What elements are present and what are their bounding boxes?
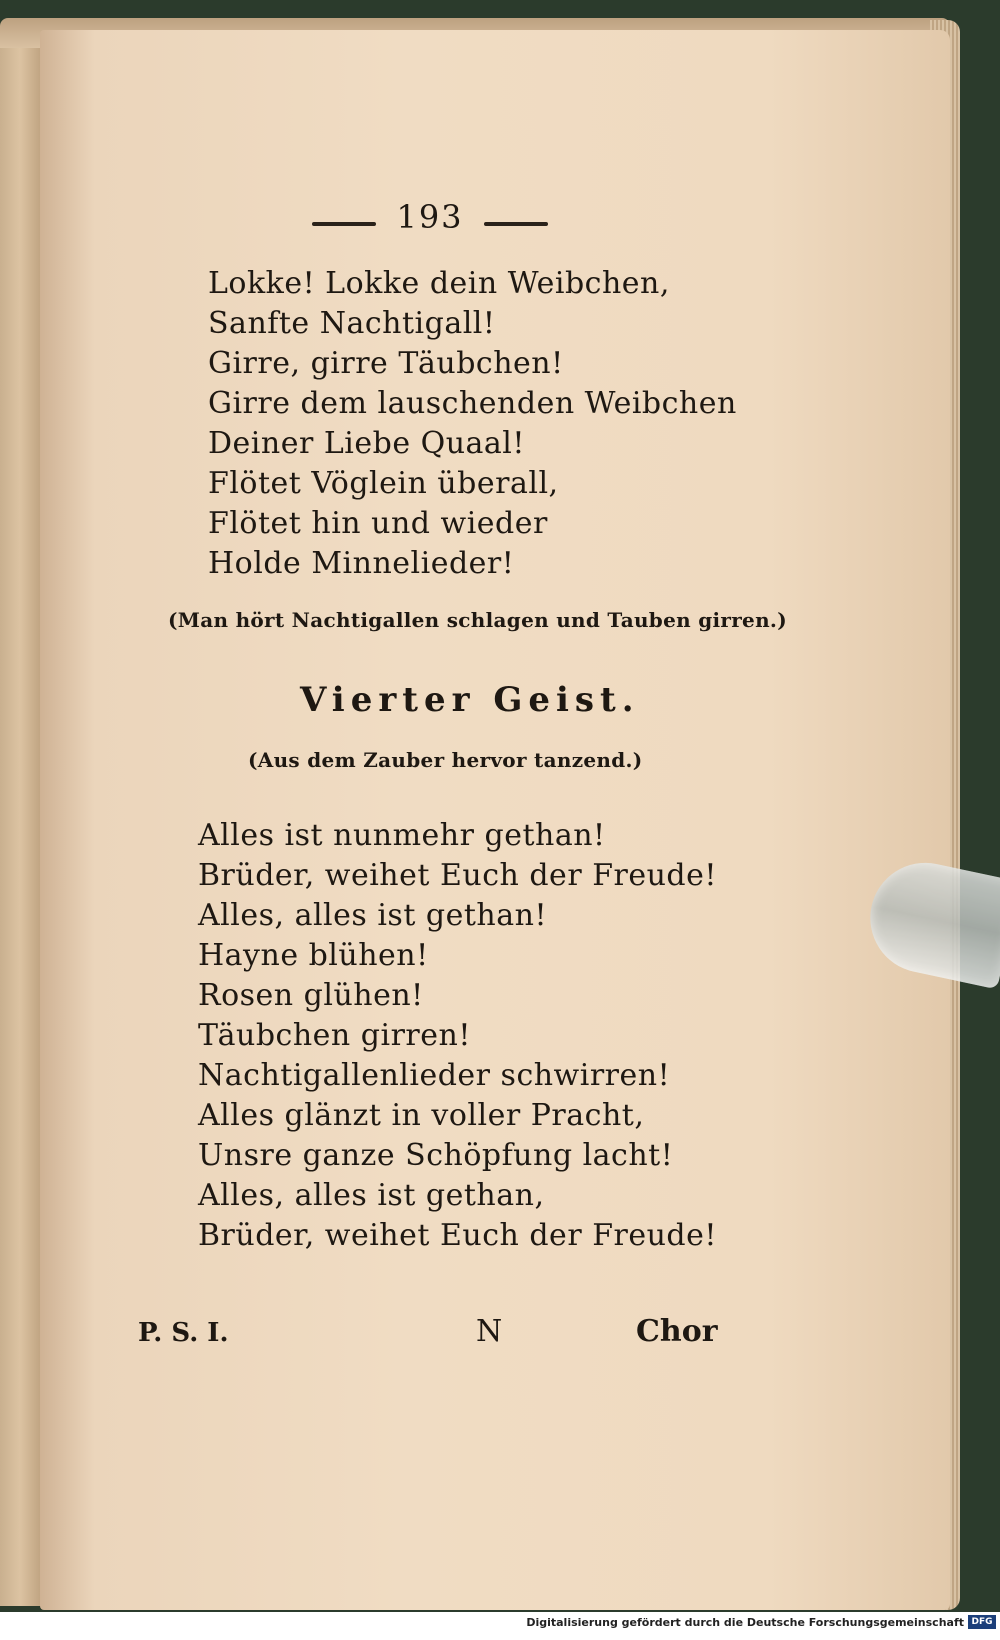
speaker-heading: Vierter Geist. bbox=[300, 680, 640, 720]
verse-line: Rosen glühen! bbox=[198, 978, 424, 1013]
header-rule-right bbox=[484, 222, 548, 226]
verse-line: Flötet hin und wieder bbox=[208, 506, 548, 541]
funding-credit: Digitalisierung gefördert durch die Deutsche Forschungsgemeinschaft bbox=[526, 1616, 964, 1629]
verse-line: Alles, alles ist gethan, bbox=[198, 1178, 545, 1213]
gathering-mark: N bbox=[476, 1314, 503, 1349]
stage-direction: (Aus dem Zauber hervor tanzend.) bbox=[248, 748, 643, 772]
stage-direction: (Man hört Nachtigallen schlagen und Tauben girren.) bbox=[168, 608, 787, 632]
verse-line: Alles ist nunmehr gethan! bbox=[198, 818, 606, 853]
signature-mark: P. S. I. bbox=[138, 1318, 229, 1348]
verse-line: Flötet Vöglein überall, bbox=[208, 466, 559, 501]
verse-line: Lokke! Lokke dein Weibchen, bbox=[208, 266, 670, 301]
verse-line: Girre dem lauschenden Weibchen bbox=[208, 386, 737, 421]
page-header bbox=[280, 198, 580, 236]
verse-line: Holde Minnelieder! bbox=[208, 546, 515, 581]
verse-line: Brüder, weihet Euch der Freude! bbox=[198, 858, 717, 893]
verse-line: Girre, girre Täubchen! bbox=[208, 346, 564, 381]
verse-line: Nachtigallenlieder schwirren! bbox=[198, 1058, 671, 1093]
verse-line: Täubchen girren! bbox=[198, 1018, 471, 1053]
verse-line: Unsre ganze Schöpfung lacht! bbox=[198, 1138, 674, 1173]
dfg-logo-icon: DFG bbox=[968, 1615, 996, 1629]
verse-line: Brüder, weihet Euch der Freude! bbox=[198, 1218, 717, 1253]
verse-line: Alles glänzt in voller Pracht, bbox=[198, 1098, 645, 1133]
verse-line: Hayne blühen! bbox=[198, 938, 429, 973]
header-rule-left bbox=[312, 222, 376, 226]
digitization-footer bbox=[0, 1612, 1000, 1640]
catchword: Chor bbox=[636, 1314, 718, 1349]
verse-line: Sanfte Nachtigall! bbox=[208, 306, 496, 341]
verse-line: Deiner Liebe Quaal! bbox=[208, 426, 525, 461]
verse-line: Alles, alles ist gethan! bbox=[198, 898, 548, 933]
page-number: 193 bbox=[396, 198, 464, 236]
